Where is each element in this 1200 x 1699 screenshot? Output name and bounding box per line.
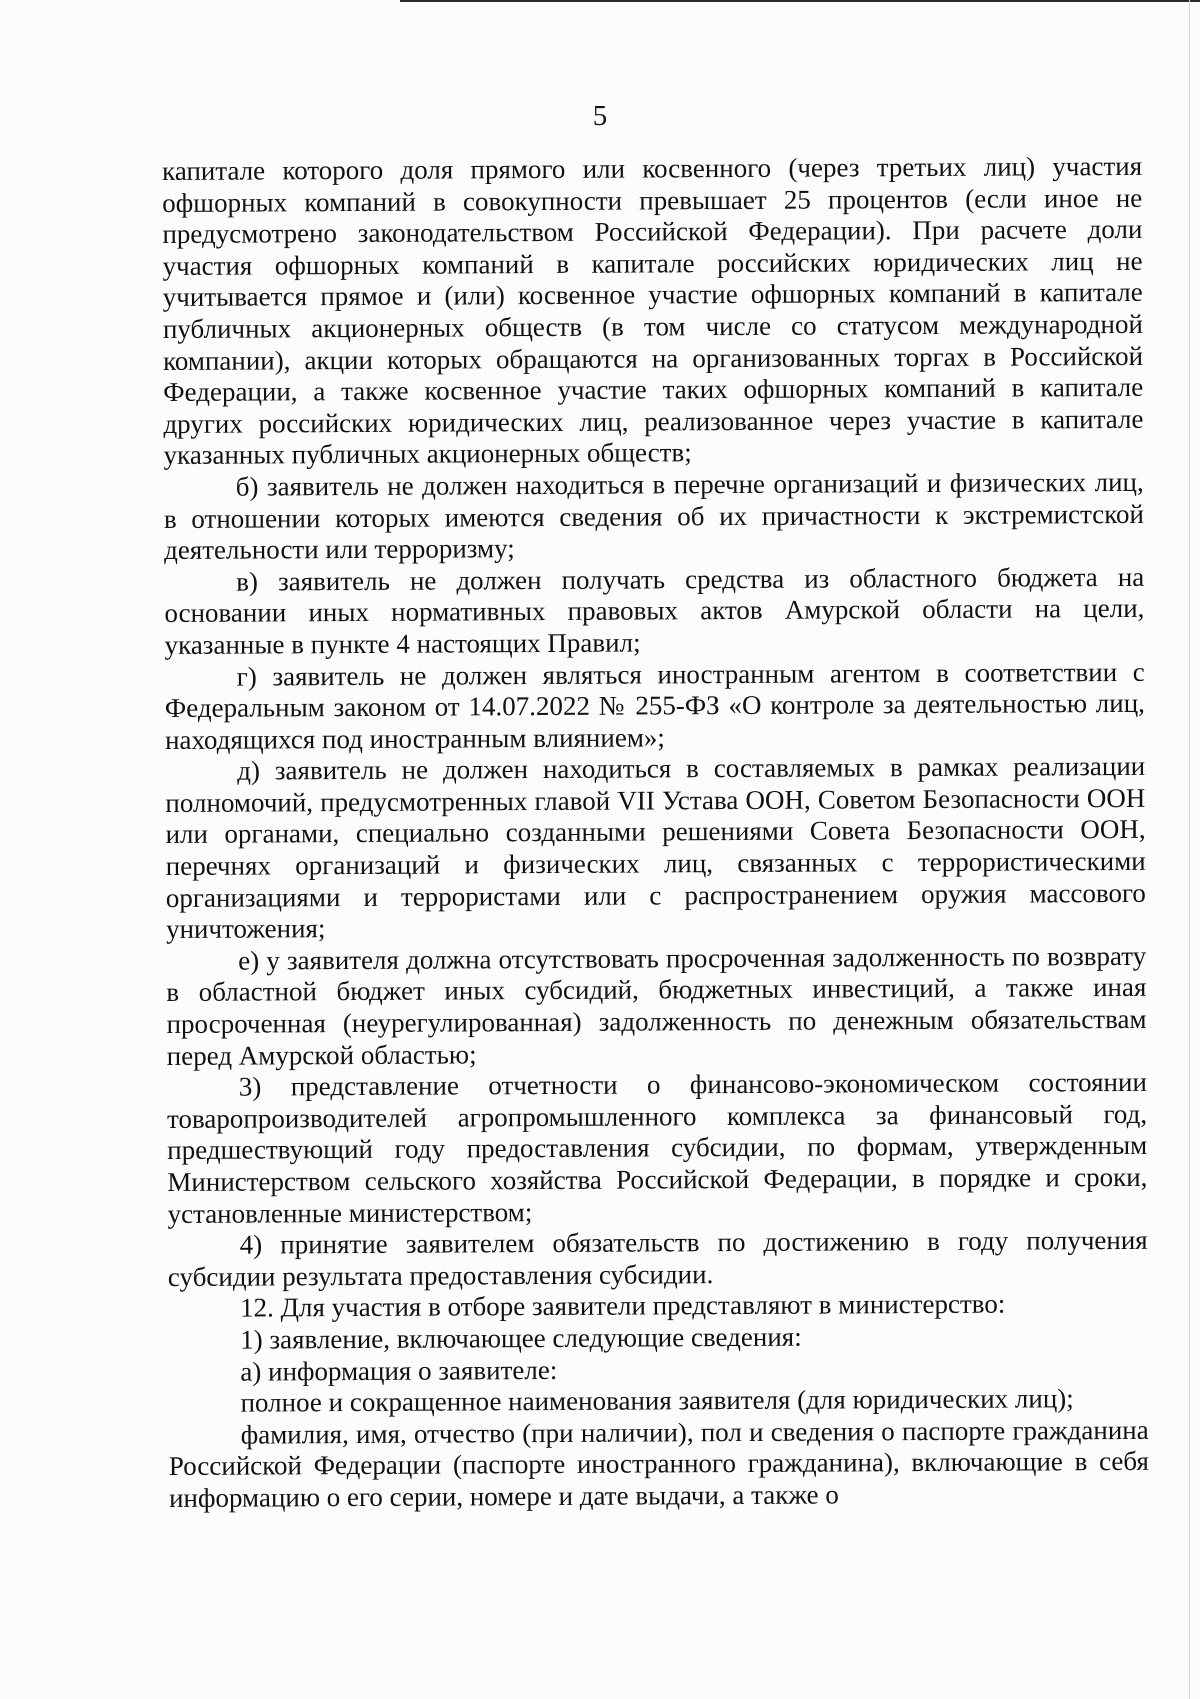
paragraph-item-4: 4) принятие заявителем обязательств по достижению в году получения субсидии результата предоставления субсидии.	[167, 1225, 1148, 1292]
page-number: 5	[592, 100, 608, 132]
scan-right-edge	[1189, 0, 1190, 1699]
document-body	[162, 151, 1149, 1515]
paragraph-item-g: г) заявитель не должен являться иностранным агентом в соответствии с Федеральным законом от 14.07.2022 № 255-ФЗ «О контроле за деятельностью лиц, находящихся под иностранным влиянием»;	[164, 656, 1145, 755]
paragraph-item-d: д) заявитель не должен находиться в составляемых в рамках реализации полномочий, предусмотренных главой VII Устава ООН, Советом Безопасности ООН или органами, специально созданными решениями Совета Безопасности ООН, перечнях организаций и физических лиц, связанных с террористическими организациями и террористами или с распространением оружия массового уничтожения;	[165, 751, 1146, 945]
paragraph-continuation: капитале которого доля прямого или косвенного (через третьих лиц) участия офшорных компаний в совокупности превышает 25 процентов (если иное не предусмотрено законодательством Российской Федерации). При расчете доли участия офшорных компаний в капитале российских юридических лиц не учитывается прямое и (или) косвенное участие офшорных компаний в капитале публичных акционерных обществ (в том числе со статусом международной компании), акции которых обращаются на организованных торгах в Российской Федерации, а также косвенное участие таких офшорных компаний в капитале других российских юридических лиц, реализованное через участие в капитале указанных публичных акционерных обществ;	[162, 150, 1144, 471]
paragraph-section-12: 12. Для участия в отборе заявители представляют в министерство:	[239, 1288, 1006, 1323]
scan-top-border	[400, 0, 1200, 2]
paragraph-section-12-item-1: 1) заявление, включающее следующие сведения:	[240, 1321, 802, 1355]
paragraph-item-b: б) заявитель не должен находиться в перечне организаций и физических лиц, в отношении которых имеются сведения об их причастности к экстремистской деятельности или терроризму;	[163, 466, 1144, 566]
paragraph-full-name: полное и сокращенное наименования заявителя (для юридических лиц);	[240, 1383, 1074, 1418]
paragraph-passport-info: фамилия, имя, отчество (при наличии), пол и сведения о паспорте гражданина Российской Федерации (паспорте иностранного гражданина), включающие в себя информацию о его серии, номере и дате выдачи, а также о	[168, 1414, 1149, 1513]
paragraph-item-v: в) заявитель не должен получать средства из областного бюджета на основании иных нормативных правовых актов Амурской области на цели, указанные в пункте 4 настоящих Правил;	[164, 561, 1145, 660]
paragraph-item-3: 3) представление отчетности о финансово-экономическом состоянии товаропроизводителей агропромышленного комплекса за финансовый год, предшествующий году предоставления субсидии, по формам, утвержденным Министерством сельского хозяйства Российской Федерации, в порядке и сроки, установленные министерством;	[166, 1067, 1148, 1229]
paragraph-item-e: е) у заявителя должна отсутствовать просроченная задолженность по возврату в областной бюджет иных субсидий, бюджетных инвестиций, а также иная просроченная (неурегулированная) задолженность по денежным обязательствам перед Амурской областью;	[166, 940, 1147, 1071]
paragraph-section-12-item-a: а) информация о заявителе:	[240, 1354, 558, 1387]
